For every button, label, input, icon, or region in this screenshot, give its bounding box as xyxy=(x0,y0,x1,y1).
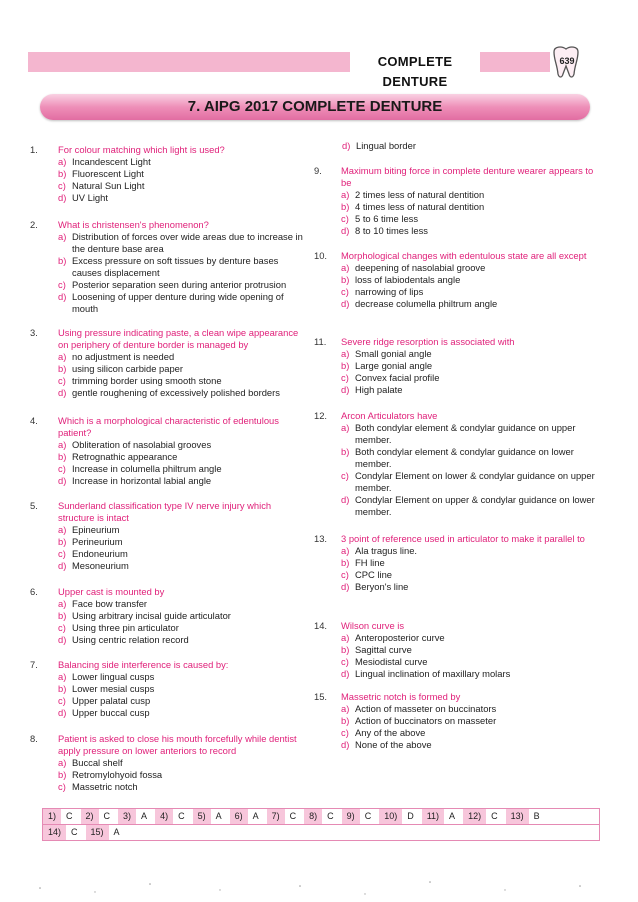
option-a: a) Obliteration of nasolabial grooves xyxy=(58,439,212,450)
question-number: 7. xyxy=(30,659,38,670)
question-number: 11. xyxy=(314,336,327,347)
question-stem: Morphological changes with edentulous state are all except xyxy=(341,250,587,261)
question-14 xyxy=(314,620,594,680)
question-4 xyxy=(30,415,310,487)
option-b: b) Sagittal curve xyxy=(341,644,412,655)
question-stem: Which is a morphological characteristic of edentulous patient? xyxy=(58,415,279,438)
question-stem: Wilson curve is xyxy=(341,620,405,631)
option-a: a) deepening of nasolabial groove xyxy=(341,262,486,273)
option-a: a) Face bow transfer xyxy=(58,598,148,609)
question-number: 13. xyxy=(314,533,328,544)
option-a: a) Both condylar element & condylar guidance on upper member. xyxy=(341,422,576,445)
answer-cell: 6) A xyxy=(230,809,267,824)
option-b: b) FH line xyxy=(341,557,385,568)
question-stem: Patient is asked to close his mouth forcefully while dentist apply pressure on lower anteriors to record xyxy=(58,733,297,756)
option-d: d) None of the above xyxy=(341,739,432,750)
chapter-title: 7. AIPG 2017 COMPLETE DENTURE xyxy=(187,98,443,115)
answer-cell: 10) D xyxy=(379,809,422,824)
option-d: d) Mesoneurium xyxy=(58,560,129,571)
option-d: d) UV Light xyxy=(58,192,108,203)
question-3 xyxy=(30,327,310,399)
question-stem: Maximum biting force in complete denture wearer appears to be xyxy=(341,165,594,188)
option-b: b) loss of labiodentals angle xyxy=(341,274,461,285)
question-9 xyxy=(314,165,594,237)
question-8 xyxy=(30,733,310,793)
option-d: d) 8 to 10 times less xyxy=(341,225,428,236)
question-number: 4. xyxy=(30,415,38,426)
question-8-continued xyxy=(342,140,592,152)
question-number: 15. xyxy=(314,691,328,702)
option-c: c) Convex facial profile xyxy=(341,372,440,383)
question-number: 9. xyxy=(314,165,322,176)
option-d: d) gentle roughening of excessively polished borders xyxy=(58,387,280,398)
option-a: a) Distribution of forces over wide areas due to increase in the denture base area xyxy=(58,231,303,254)
question-number: 12. xyxy=(314,410,328,421)
option-c: c) Mesiodistal curve xyxy=(341,656,428,667)
option-b: b) Perineurium xyxy=(58,536,123,547)
option-a: a) Small gonial angle xyxy=(341,348,432,359)
question-stem: What is christensen's phenomenon? xyxy=(58,219,209,230)
question-6 xyxy=(30,586,310,646)
option-b: b) 4 times less of natural dentition xyxy=(341,201,485,212)
answer-cell: 13) B xyxy=(506,809,548,824)
option-a: a) Incandescent Light xyxy=(58,156,151,167)
option-a: a) Lower lingual cusps xyxy=(58,671,155,682)
answer-key xyxy=(42,808,600,841)
answer-cell: 4) C xyxy=(155,809,193,824)
answer-cell: 3) A xyxy=(118,809,155,824)
question-stem: Sunderland classification type IV nerve injury which structure is intact xyxy=(58,500,272,523)
question-number: 6. xyxy=(30,586,38,597)
option-d: d) Loosening of upper denture during wide opening of mouth xyxy=(58,291,284,314)
option-b: b) Large gonial angle xyxy=(341,360,433,371)
option-b: b) Both condylar element & condylar guidance on lower member. xyxy=(341,446,574,469)
option-d: d) Increase in horizontal labial angle xyxy=(58,475,212,486)
option-d: d) Lingual border xyxy=(342,140,416,151)
option-c: c) Massetric notch xyxy=(58,781,138,792)
option-a: a) no adjustment is needed xyxy=(58,351,175,362)
option-c: c) 5 to 6 time less xyxy=(341,213,419,224)
option-c: c) Condylar Element on lower & condylar guidance on upper member. xyxy=(341,470,595,493)
question-number: 3. xyxy=(30,327,38,338)
question-10 xyxy=(314,250,594,310)
answer-cell: 8) C xyxy=(304,809,342,824)
option-b: b) using silicon carbide paper xyxy=(58,363,184,374)
option-d: d) decrease columella philtrum angle xyxy=(341,298,498,309)
option-c: c) Natural Sun Light xyxy=(58,180,145,191)
option-c: c) Using three pin articulator xyxy=(58,622,179,633)
question-stem: Massetric notch is formed by xyxy=(341,691,461,702)
option-b: b) Using arbitrary incisal guide articulator xyxy=(58,610,231,621)
question-stem: Balancing side interference is caused by: xyxy=(58,659,229,670)
answer-cell: 15) A xyxy=(86,825,128,840)
question-number: 14. xyxy=(314,620,328,631)
option-a: a) 2 times less of natural dentition xyxy=(341,189,485,200)
answer-cell: 2) C xyxy=(81,809,119,824)
question-stem: For colour matching which light is used? xyxy=(58,144,225,155)
option-c: c) trimming border using smooth stone xyxy=(58,375,222,386)
question-1 xyxy=(30,144,310,204)
option-d: d) Upper buccal cusp xyxy=(58,707,150,718)
option-b: b) Lower mesial cusps xyxy=(58,683,155,694)
question-stem: 3 point of reference used in articulator to make it parallel to xyxy=(341,533,585,544)
option-c: c) Any of the above xyxy=(341,727,426,738)
question-number: 5. xyxy=(30,500,38,511)
option-d: d) High palate xyxy=(341,384,403,395)
question-stem: Using pressure indicating paste, a clean wipe appearance on periphery of denture border is managed by xyxy=(58,327,299,350)
question-15 xyxy=(314,691,594,751)
option-c: c) Upper palatal cusp xyxy=(58,695,151,706)
page-number: 639 xyxy=(559,56,575,66)
option-a: a) Ala tragus line. xyxy=(341,545,418,556)
question-7 xyxy=(30,659,310,719)
question-11 xyxy=(314,336,594,396)
answer-cell: 9) C xyxy=(342,809,380,824)
option-b: b) Excess pressure on soft tissues by denture bases causes displacement xyxy=(58,255,279,278)
option-a: a) Anteroposterior curve xyxy=(341,632,445,643)
scan-specks xyxy=(0,870,638,902)
option-a: a) Action of masseter on buccinators xyxy=(341,703,497,714)
question-2 xyxy=(30,219,310,315)
option-c: c) narrowing of lips xyxy=(341,286,424,297)
answer-cell: 1) C xyxy=(43,809,81,824)
answer-cell: 11) A xyxy=(422,809,463,824)
question-number: 8. xyxy=(30,733,38,744)
answer-cell: 7) C xyxy=(267,809,305,824)
question-stem: Upper cast is mounted by xyxy=(58,586,165,597)
question-number: 10. xyxy=(314,250,328,261)
answer-cell: 14) C xyxy=(43,825,86,840)
option-b: b) Action of buccinators on masseter xyxy=(341,715,497,726)
answer-cell: 12) C xyxy=(463,809,506,824)
option-b: b) Fluorescent Light xyxy=(58,168,144,179)
option-d: d) Beryon's line xyxy=(341,581,409,592)
option-c: c) Increase in columella philtrum angle xyxy=(58,463,222,474)
option-c: c) Endoneurium xyxy=(58,548,128,559)
question-stem: Severe ridge resorption is associated with xyxy=(341,336,515,347)
question-stem: Arcon Articulators have xyxy=(341,410,438,421)
question-5 xyxy=(30,500,310,572)
answer-cell: 5) A xyxy=(193,809,230,824)
option-a: a) Buccal shelf xyxy=(58,757,123,768)
option-c: c) CPC line xyxy=(341,569,392,580)
option-d: d) Lingual inclination of maxillary molars xyxy=(341,668,511,679)
option-b: b) Retrognathic appearance xyxy=(58,451,178,462)
option-b: b) Retromylohyoid fossa xyxy=(58,769,163,780)
question-13 xyxy=(314,533,597,593)
option-a: a) Epineurium xyxy=(58,524,120,535)
question-12 xyxy=(314,410,597,518)
answer-key-row xyxy=(43,809,599,825)
chapter-banner xyxy=(40,94,590,120)
option-d: d) Condylar Element on upper & condylar guidance on lower member. xyxy=(341,494,595,517)
question-number: 2. xyxy=(30,219,38,230)
section-title: COMPLETE DENTURE xyxy=(350,52,480,72)
option-c: c) Posterior separation seen during anterior protrusion xyxy=(58,279,287,290)
question-number: 1. xyxy=(30,144,38,155)
option-d: d) Using centric relation record xyxy=(58,634,189,645)
answer-key-row xyxy=(43,825,599,840)
